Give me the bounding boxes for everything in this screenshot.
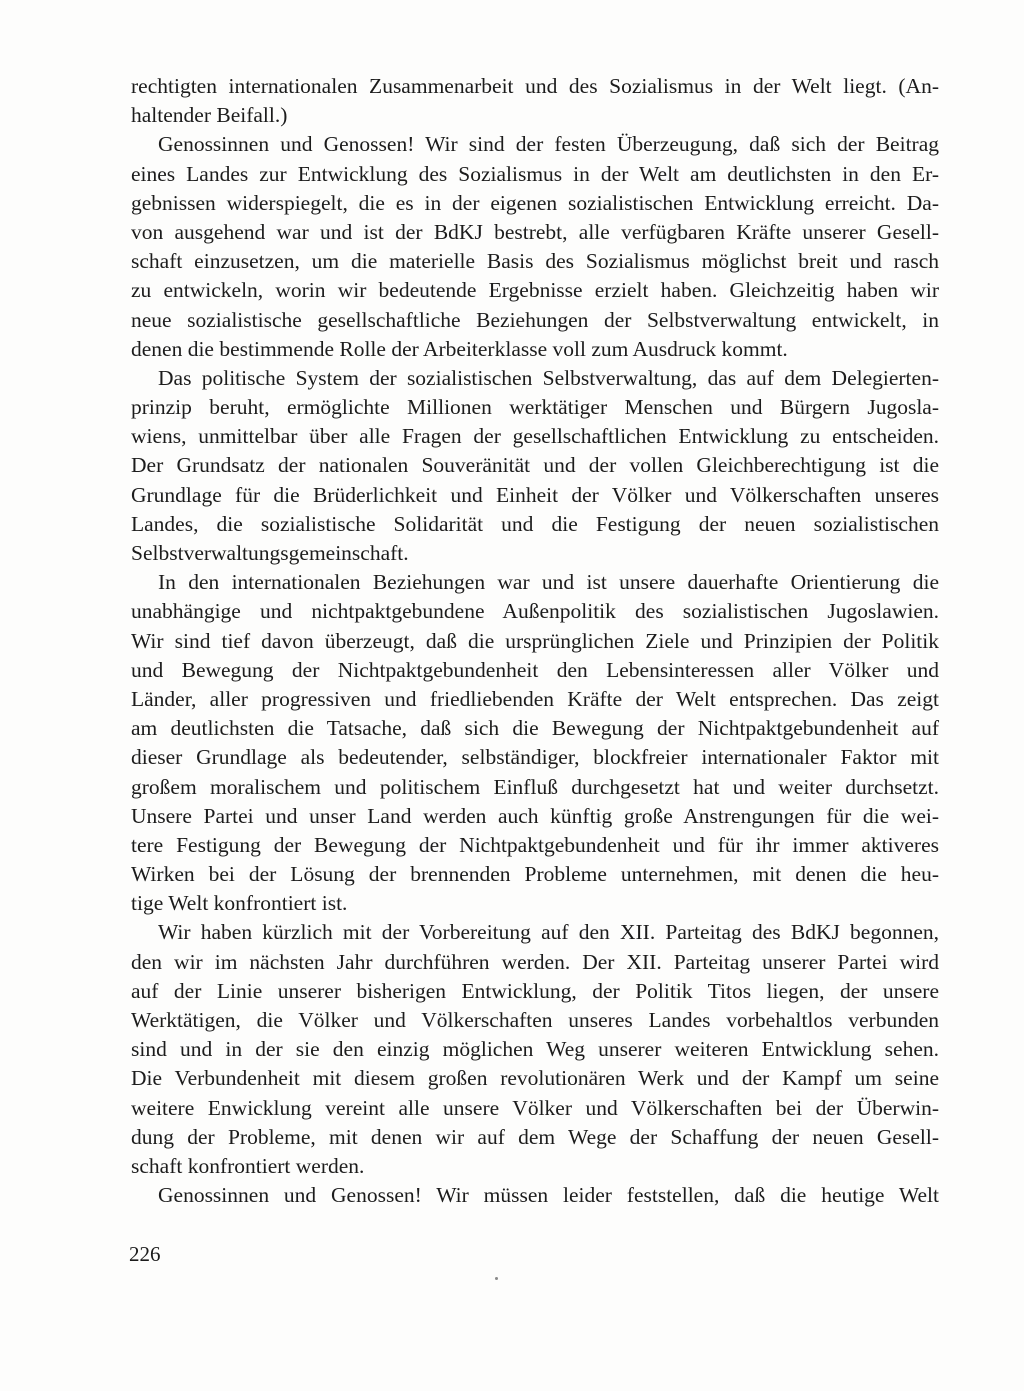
text-line: denen die bestimmende Rolle der Arbeiterklasse voll zum Ausdruck kommt. <box>131 336 788 361</box>
text-line: am deutlichsten die Tatsache, daß sich die Bewegung der Nichtpaktgebundenheit auf <box>131 716 939 741</box>
text-line: neue sozialistische gesellschaftliche Beziehungen der Selbstverwaltung entwickelt, in <box>131 307 939 332</box>
text-line: wiens, unmittelbar über alle Fragen der gesellschaftlichen Entwicklung zu entscheiden. <box>131 424 939 449</box>
text-line: Länder, aller progressiven und friedliebenden Kräfte der Welt entsprechen. Das zeigt <box>131 686 939 711</box>
text-line: Selbstverwaltungsgemeinschaft. <box>131 541 409 565</box>
text-line: Wir sind tief davon überzeugt, daß die ursprünglichen Ziele und Prinzipien der Politik <box>131 628 939 653</box>
paragraph <box>131 1181 939 1210</box>
print-speck <box>495 1277 498 1280</box>
text-line: und Bewegung der Nichtpaktgebundenheit den Lebensinteressen aller Völker und <box>131 657 939 682</box>
text-line: Genossinnen und Genossen! Wir sind der festen Überzeugung, daß sich der Beitrag <box>158 132 939 157</box>
page-body <box>131 72 939 1210</box>
text-line: dieser Grundlage als bedeutender, selbständiger, blockfreier internationaler Faktor mit <box>131 745 939 770</box>
text-line: großem moralischem und politischem Einfluß durchgesetzt hat und weiter durchsetzt. <box>131 774 939 799</box>
text-line: auf der Linie unserer bisherigen Entwicklung, der Politik Titos liegen, der unsere <box>131 978 939 1003</box>
text-line: rechtigten internationalen Zusammenarbeit und des Sozialismus in der Welt liegt. (An- <box>131 74 939 98</box>
text-line: zu entwickeln, worin wir bedeutende Ergebnisse erzielt haben. Gleichzeitig haben wir <box>131 278 939 303</box>
paragraph <box>131 364 939 568</box>
text-line: gebnissen widerspiegelt, die es in der eigenen sozialistischen Entwicklung erreicht. Da- <box>131 190 939 215</box>
text-line: weitere Enwicklung vereint alle unsere Völker und Völkerschaften bei der Überwin- <box>131 1095 939 1120</box>
paragraph <box>131 130 939 364</box>
text-line: unabhängige und nichtpaktgebundene Außenpolitik des sozialistischen Jugoslawien. <box>131 599 939 624</box>
text-line: Wir haben kürzlich mit der Vorbereitung auf den XII. Parteitag des BdKJ begonnen, <box>158 920 939 945</box>
text-line: tige Welt konfrontiert ist. <box>131 891 348 916</box>
text-line: haltender Beifall.) <box>131 103 288 128</box>
text-line: Grundlage für die Brüderlichkeit und Einheit der Völker und Völkerschaften unseres <box>131 482 939 507</box>
text-line: Das politische System der sozialistischen Selbstverwaltung, das auf dem Delegierten- <box>158 365 939 390</box>
paragraph <box>131 918 939 1181</box>
text-line: den wir im nächsten Jahr durchführen werden. Der XII. Parteitag unserer Partei wird <box>131 949 939 974</box>
text-line: sind und in der sie den einzig möglichen Weg unserer weiteren Entwicklung sehen. <box>131 1037 939 1062</box>
paragraph <box>131 568 939 918</box>
text-line: Der Grundsatz der nationalen Souveränität und der vollen Gleichberechtigung ist die <box>131 453 939 478</box>
text-line: Unsere Partei und unser Land werden auch künftig große Anstrengungen für die wei- <box>131 803 939 828</box>
text-line: Landes, die sozialistische Solidarität und die Festigung der neuen sozialistischen <box>131 511 939 536</box>
text-line: von ausgehend war und ist der BdKJ bestrebt, alle verfügbaren Kräfte unserer Gesell- <box>131 219 939 244</box>
text-line: eines Landes zur Entwicklung des Sozialismus in der Welt am deutlichsten in den Er- <box>131 161 939 186</box>
text-line: schaft einzusetzen, um die materielle Basis des Sozialismus möglichst breit und rasch <box>131 249 939 274</box>
text-line: In den internationalen Beziehungen war und ist unsere dauerhafte Orientierung die <box>158 570 939 595</box>
text-line: Genossinnen und Genossen! Wir müssen leider feststellen, daß die heutige Welt <box>158 1183 939 1208</box>
text-line: prinzip beruht, ermöglichte Millionen werktätiger Menschen und Bürgern Jugosla- <box>131 395 939 420</box>
text-line: tere Festigung der Bewegung der Nichtpaktgebundenheit und für ihr immer aktiveres <box>131 832 939 857</box>
text-line: Wirken bei der Lösung der brennenden Probleme unternehmen, mit denen die heu- <box>131 862 939 887</box>
text-line: schaft konfrontiert werden. <box>131 1153 365 1178</box>
text-line: dung der Probleme, mit denen wir auf dem Wege der Schaffung der neuen Gesell- <box>131 1124 939 1149</box>
paragraph <box>131 72 939 130</box>
text-line: Werktätigen, die Völker und Völkerschaften unseres Landes vorbehaltlos verbunden <box>131 1008 939 1032</box>
text-line: Die Verbundenheit mit diesem großen revolutionären Werk und der Kampf um seine <box>131 1066 939 1091</box>
page-number: 226 <box>129 1242 161 1266</box>
